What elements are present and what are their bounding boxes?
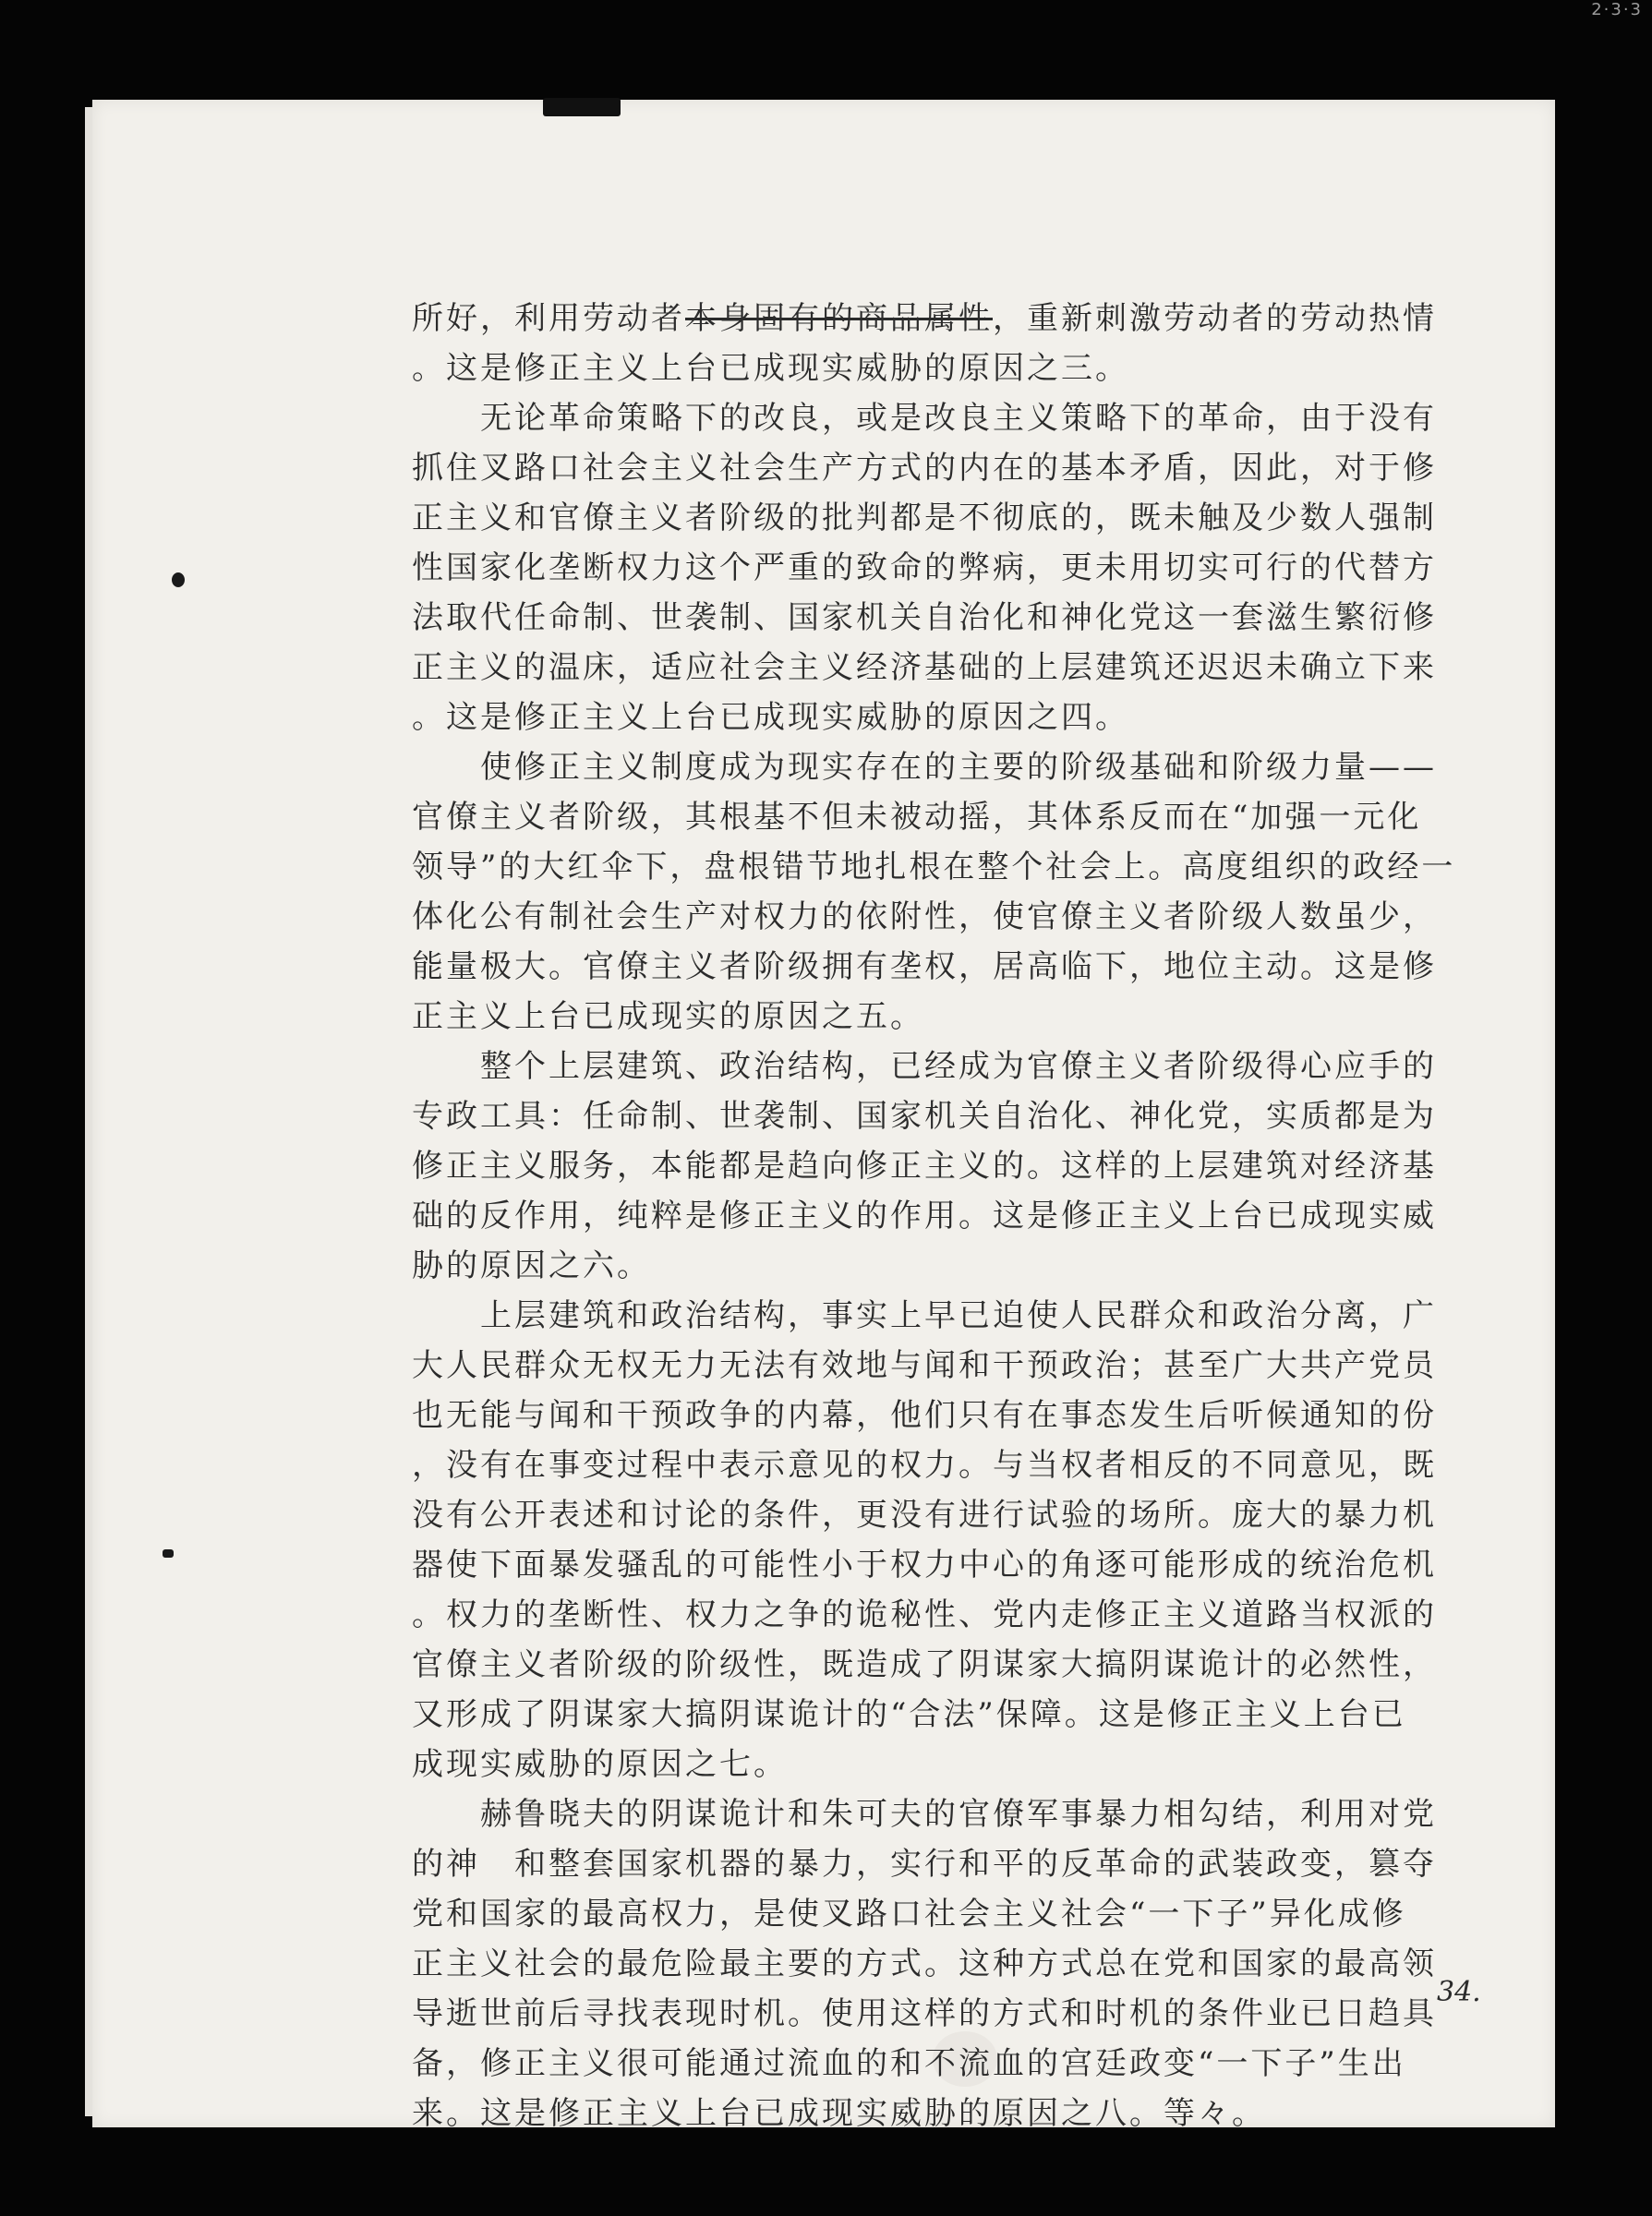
punch-hole (172, 572, 185, 587)
text-line: 体化公有制社会生产对权力的依附性，使官僚主义者阶级人数虽少， (412, 898, 1437, 935)
text-line: 整个上层建筑、政治结构，已经成为官僚主义者阶级得心应手的 (412, 1048, 1437, 1085)
text-line: 专政工具：任命制、世袭制、国家机关自治化、神化党，实质都是为 (412, 1098, 1437, 1135)
page-number: 34. (1437, 1976, 1481, 2008)
struck-through-text: 本身固有的商品属性 (685, 300, 993, 337)
text-line: 领导”的大红伞下，盘根错节地扎根在整个社会上。高度组织的政经一 (412, 849, 1456, 885)
text-line: 法取代任命制、世袭制、国家机关自治化和神化党这一套滋生繁衍修 (412, 599, 1437, 636)
text-line: 正主义上台已成现实的原因之五。 (412, 998, 924, 1035)
text-line: 也无能与闻和干预政争的内幕，他们只有在事态发生后听候通知的份 (412, 1397, 1437, 1434)
text-line: ，没有在事变过程中表示意见的权力。与当权者相反的不同意见，既 (412, 1447, 1437, 1484)
text-line: 器使下面暴发骚乱的可能性小于权力中心的角逐可能形成的统治危机 (412, 1547, 1437, 1584)
text-line: 抓住叉路口社会主义社会生产方式的内在的基本矛盾，因此，对于修 (412, 450, 1437, 487)
text-line: 赫鲁晓夫的阴谋诡计和朱可夫的官僚军事暴力相勾结，利用对党 (412, 1796, 1437, 1833)
text-segment: 所好，利用劳动者 (412, 300, 685, 337)
text-line: 正主义社会的最危险最主要的方式。这种方式总在党和国家的最高领 (412, 1945, 1437, 1982)
corner-mark: 2·3·3 (1591, 0, 1643, 19)
text-segment: ，重新刺激劳动者的劳动热情 (993, 300, 1437, 337)
text-line: 的神 和整套国家机器的暴力，实行和平的反革命的武装政变，篡夺 (412, 1846, 1437, 1883)
text-line: 性国家化垄断权力这个严重的致命的弊病，更未用切实可行的代替方 (412, 549, 1437, 586)
text-line: 来。这是修正主义上台已成现实威胁的原因之八。等々。 (412, 2095, 1266, 2132)
text-line: 。这是修正主义上台已成现实威胁的原因之四。 (412, 699, 1129, 736)
text-line: 胁的原因之六。 (412, 1247, 651, 1284)
text-line: 又形成了阴谋家大搞阴谋诡计的“合法”保障。这是修正主义上台已 (412, 1696, 1406, 1733)
text-line: 没有公开表述和讨论的条件，更没有进行试验的场所。庞大的暴力机 (412, 1497, 1437, 1534)
text-line: 官僚主义者阶级，其根基不但未被动摇，其体系反而在“加强一元化 (412, 799, 1422, 836)
text-line: 导逝世前后寻找表现时机。使用这样的方式和时机的条件业已日趋具 (412, 1995, 1437, 2032)
text-line: 正主义和官僚主义者阶级的批判都是不彻底的，既未触及少数人强制 (412, 500, 1437, 536)
text-line (412, 294, 1548, 343)
punch-hole (163, 1549, 174, 1558)
text-line: 使修正主义制度成为现实存在的主要的阶级基础和阶级力量—— (412, 749, 1437, 786)
text-line: 备，修正主义很可能通过流血的和不流血的宫廷政变“一下子”生出 (412, 2045, 1406, 2082)
text-line: 大人民群众无权无力无法有效地与闻和干预政治；甚至广大共产党员 (412, 1347, 1437, 1384)
text-line: 。这是修正主义上台已成现实威胁的原因之三。 (412, 350, 1129, 387)
text-line: 正主义的温床，适应社会主义经济基础的上层建筑还迟迟未确立下来 (412, 649, 1437, 686)
text-line: 官僚主义者阶级的阶级性，既造成了阴谋家大搞阴谋诡计的必然性， (412, 1646, 1437, 1683)
text-line: 础的反作用，纯粹是修正主义的作用。这是修正主义上台已成现实威 (412, 1198, 1437, 1234)
text-line: 无论革命策略下的改良，或是改良主义策略下的革命，由于没有 (412, 400, 1437, 437)
text-line: 成现实威胁的原因之七。 (412, 1746, 788, 1783)
text-line: 。权力的垄断性、权力之争的诡秘性、党内走修正主义道路当权派的 (412, 1596, 1437, 1633)
text-line: 修正主义服务，本能都是趋向修正主义的。这样的上层建筑对经济基 (412, 1148, 1437, 1185)
text-line: 上层建筑和政治结构，事实上早已迫使人民群众和政治分离，广 (412, 1297, 1437, 1334)
text-line: 党和国家的最高权力，是使叉路口社会主义社会“一下子”异化成修 (412, 1896, 1406, 1933)
handwritten-text (412, 294, 1548, 2138)
clip-mark (543, 98, 621, 116)
text-line: 能量极大。官僚主义者阶级拥有垄权，居高临下，地位主动。这是修 (412, 948, 1437, 985)
